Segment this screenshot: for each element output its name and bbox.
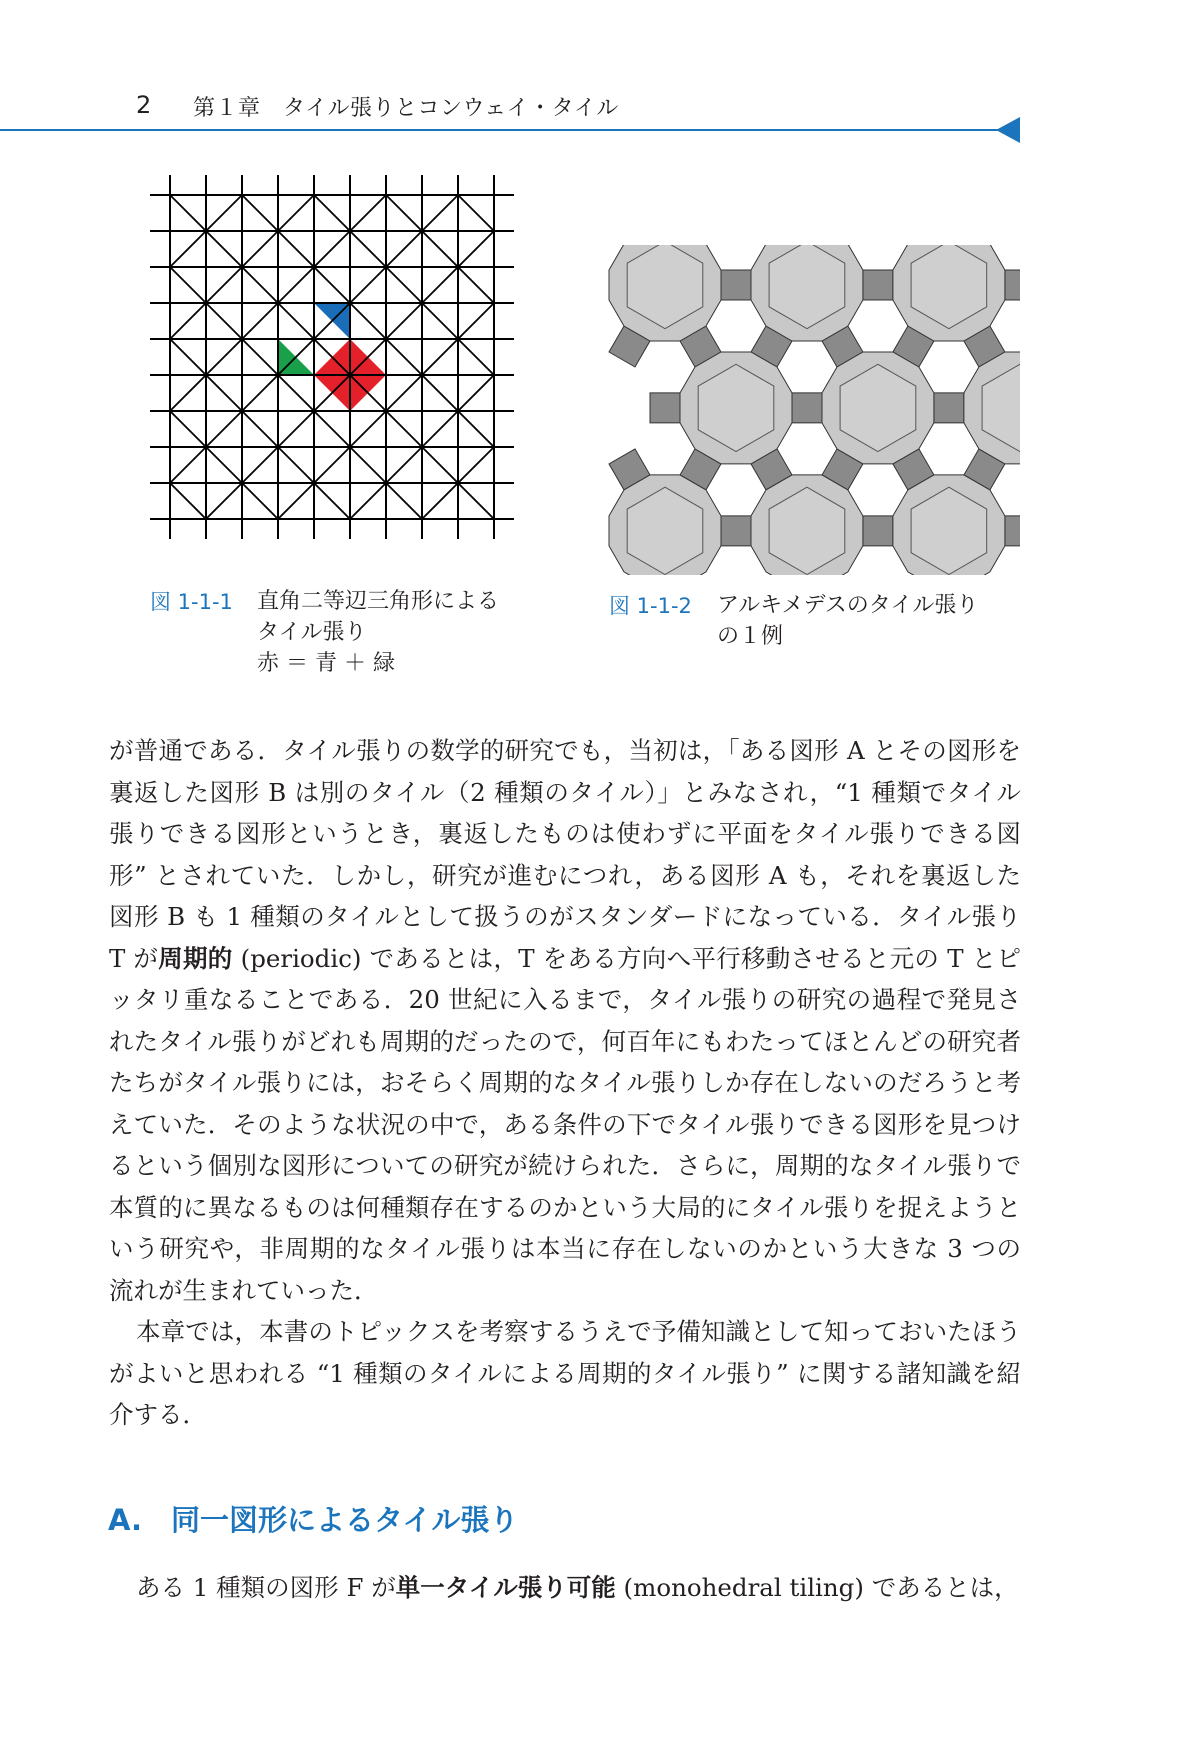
page-header xyxy=(0,0,1197,160)
paragraph xyxy=(109,730,1021,1311)
page-number: 2 xyxy=(136,91,152,119)
caption-line: 赤 ＝ 青 ＋ 緑 xyxy=(257,651,395,676)
paragraph: 本章では，本書のトピックスを考察するうえで予備知識として知っておいたほうがよいと思われる “1 種類のタイルによる周期的タイル張り” に関する諸知識を紹介する． xyxy=(109,1317,1021,1429)
figure-caption-1 xyxy=(150,586,550,686)
header-rule xyxy=(0,129,1000,131)
square-tile xyxy=(721,516,751,546)
caption-text xyxy=(257,586,499,679)
header-arrow-icon xyxy=(996,117,1020,143)
square-tile xyxy=(650,393,680,423)
figure-label: 図 1-1-2 xyxy=(609,594,692,618)
chapter-title: 第１章 タイル張りとコンウェイ・タイル xyxy=(193,96,619,121)
square-tile xyxy=(1005,270,1020,300)
square-tile xyxy=(863,516,893,546)
caption-line: アルキメデスのタイル張り xyxy=(717,593,979,618)
diagonal-line xyxy=(170,267,422,519)
defined-term: 単一タイル張り可能 xyxy=(395,1573,616,1602)
square-tile xyxy=(721,270,751,300)
paragraph-text: (monohedral tiling) であるとは， xyxy=(615,1573,1019,1602)
diagonal-line xyxy=(242,195,494,447)
diagonal-line xyxy=(458,195,494,231)
archimedean-tiling-diagram xyxy=(600,245,1020,575)
paragraph-text: ある 1 種類の図形 F が xyxy=(136,1573,396,1602)
caption-text xyxy=(717,590,978,652)
defined-term: 周期的 xyxy=(158,943,233,973)
diagonal-line xyxy=(386,195,494,303)
paragraph-text: が普通である．タイル張りの数学的研究でも，当初は，「ある図形 A とその図形を裏返した図形 B は別のタイル（2 種類のタイル）」とみなされ，“1 種類でタイル張りできる図形というとき，裏返したものは使わずに平面をタイル張りできる図形” とされていた．しかし，研究が進むにつれ，ある図形 A も，それを裏返した図形 B も 1 種類のタイルとして扱うのがスタンダードになっている．タイル張り T が xyxy=(109,736,1021,973)
square-tile xyxy=(863,270,893,300)
section-heading: A. 同一図形によるタイル張り xyxy=(108,1503,519,1537)
diagonal-line xyxy=(170,483,206,519)
paragraph-text: (periodic) であるとは，T をある方向へ平行移動させると元の T とピッタリ重なることである．20 世紀に入るまで，タイル張りの研究の過程で発見されたタイル張りがどれも周期的だったので，何百年にもわたってほとんどの研究者たちがタイル張りには，おそらく周期的なタイル張りしか存在しないのだろうと考えていた．そのような状況の中で，ある条件の下でタイル張りできる図形を見つけるという個別な図形についての研究が続けられた．さらに，周期的なタイル張りで本質的に異なるものは何種類存在するのかという大局的にタイル張りを捉えようという研究や，非周期的なタイル張りは本当に存在しないのかという大きな 3 つの流れが生まれていった． xyxy=(109,943,1021,1305)
square-tile xyxy=(792,393,822,423)
figure-caption-2 xyxy=(609,590,1029,660)
figure-triangle-tiling xyxy=(150,175,550,575)
caption-line: タイル張り xyxy=(257,620,367,645)
caption-line: 直角二等辺三角形による xyxy=(257,589,500,614)
body-text xyxy=(109,730,1021,1436)
triangle-tiling-diagram xyxy=(150,175,550,575)
paragraph xyxy=(136,1567,1021,1609)
diagonal-line xyxy=(170,195,494,519)
square-tile xyxy=(934,393,964,423)
caption-line: の１例 xyxy=(717,624,784,649)
square-tile xyxy=(1005,516,1020,546)
diagonal-line xyxy=(170,411,278,519)
figure-label: 図 1-1-1 xyxy=(150,590,233,614)
figure-archimedean-tiling xyxy=(600,245,1020,575)
